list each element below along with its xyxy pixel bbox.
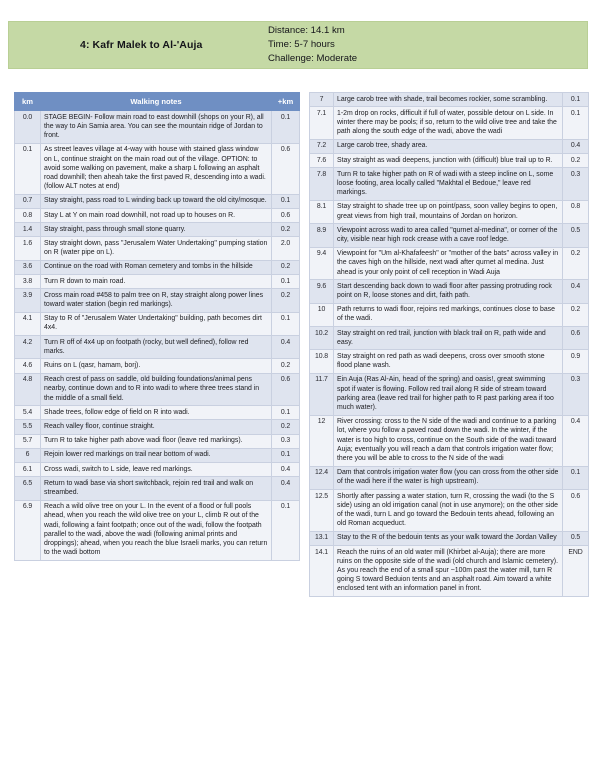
table-row [15,194,300,208]
cell-delta-km: 0.5 [563,531,589,545]
table-row [310,546,589,597]
cell-walking-note: Stay straight to shade tree up on point/pass, soon valley begins to open, great views from high trail, mountains of Jordan on horizon. [334,200,563,223]
cell-walking-note: Large carob tree with shade, trail becomes rockier, some scrambling. [334,93,563,107]
cell-km: 3.9 [15,289,41,312]
cell-delta-km: 0.2 [272,260,300,274]
walking-notes-column-left [14,92,300,561]
table-row [310,200,589,223]
cell-delta-km: 0.5 [563,224,589,247]
cell-km: 7 [310,93,334,107]
cell-delta-km: 0.1 [272,275,300,289]
cell-km: 4.6 [15,359,41,373]
cell-walking-note: Stay straight, pass road to L winding back up toward the old city/mosque. [41,194,272,208]
stage-time: Time: 5-7 hours [268,39,335,50]
table-row [15,336,300,359]
cell-km: 11.7 [310,373,334,415]
stage-title-banner [8,21,588,69]
cell-delta-km: 0.3 [563,168,589,201]
cell-km: 14.1 [310,546,334,597]
table-row [15,143,300,194]
cell-delta-km: 0.1 [563,466,589,489]
cell-km: 4.1 [15,312,41,335]
table-row [15,223,300,237]
cell-delta-km: 0.1 [272,111,300,144]
cell-delta-km: 0.8 [563,200,589,223]
cell-walking-note: Viewpoint across wadi to area called "qurnet al-medina", or corner of the city, visible near high rock crease with a cave roof ledge. [334,224,563,247]
walking-notes-table-left [14,92,300,561]
page-title: 4: Kafr Malek to Al-'Auja [80,39,203,51]
cell-delta-km: 0.2 [563,303,589,326]
table-row [15,463,300,477]
cell-delta-km: 0.1 [272,194,300,208]
cell-km: 12 [310,415,334,466]
cell-walking-note: Shade trees, follow edge of field on R into wadi. [41,406,272,420]
column-header-km: km [15,93,41,111]
table-row [310,139,589,153]
table-row [15,312,300,335]
cell-km: 6.5 [15,477,41,500]
cell-walking-note: Reach crest of pass on saddle, old building foundations/animal pens nearby, continue down and to R into wadi to where three trees stand in the middle of a small field. [41,373,272,406]
table-row [15,209,300,223]
cell-delta-km: 0.4 [563,139,589,153]
cell-walking-note: STAGE BEGIN- Follow main road to east downhill (shops on your R), all the way to Ain Samia area. You can see the mountain ridge of Jordan to front. [41,111,272,144]
cell-delta-km: 0.4 [272,477,300,500]
cell-km: 12.5 [310,490,334,532]
table-row [310,373,589,415]
cell-walking-note: Turn R down to main road. [41,275,272,289]
table-header-row [15,93,300,111]
cell-km: 6 [15,448,41,462]
walking-notes-column-right [309,92,589,597]
cell-delta-km: 0.6 [563,327,589,350]
table-row [310,247,589,280]
cell-km: 13.1 [310,531,334,545]
table-row [310,415,589,466]
cell-km: 7.6 [310,154,334,168]
cell-delta-km: 0.2 [272,359,300,373]
cell-delta-km: 0.1 [272,448,300,462]
cell-km: 5.7 [15,434,41,448]
cell-walking-note: Turn R off of 4x4 up on footpath (rocky, but well defined), follow red marks. [41,336,272,359]
table-row [310,93,589,107]
table-row [310,280,589,303]
cell-delta-km: 0.2 [272,420,300,434]
cell-walking-note: Reach valley floor, continue straight. [41,420,272,434]
cell-walking-note: Shortly after passing a water station, turn R, crossing the wadi (to the S side) using an old irrigation canal (not in use anymore); on the other side of the wadi, turn L and go toward the Bedouin tents ahead, following an old Roman acqueduct. [334,490,563,532]
cell-walking-note: Ruins on L (qasr, hamam, borj). [41,359,272,373]
cell-delta-km: 0.1 [563,93,589,107]
table-row [15,289,300,312]
cell-walking-note: Cross main road #458 to palm tree on R, stay straight along power lines toward water station (begin red markings). [41,289,272,312]
cell-walking-note: Start descending back down to wadi floor after passing protruding rock point on R, loose stones and dirt, faith path. [334,280,563,303]
cell-delta-km: 0.1 [272,500,300,560]
cell-walking-note: Stay straight on red path as wadi deepens, cross over smooth stone flood plane wash. [334,350,563,373]
cell-km: 12.4 [310,466,334,489]
cell-delta-km: 2.0 [272,237,300,260]
cell-delta-km: 0.6 [563,490,589,532]
cell-km: 9.6 [310,280,334,303]
cell-walking-note: Reach a wild olive tree on your L. In the event of a flood or full pools ahead, when you reach the wild olive tree on your L, climb R out of the wadi, following a faint footpath; once out of the wadi, follow the footpath parallel to the wadi, above the wadi (following animal prints and droppings); ahead, when you reach the blue Israeli marks, you can return to the wadi bottom [41,500,272,560]
cell-km: 1.6 [15,237,41,260]
cell-km: 4.2 [15,336,41,359]
column-header-notes: Walking notes [41,93,272,111]
table-row [310,490,589,532]
cell-walking-note: Continue on the road with Roman cemetery and tombs in the hillside [41,260,272,274]
table-row [15,434,300,448]
column-header-dkm: +km [272,93,300,111]
stage-challenge: Challenge: Moderate [268,53,358,64]
cell-walking-note: Stay straight, pass through small stone quarry. [41,223,272,237]
cell-walking-note: Stay to R of "Jerusalem Water Undertaking" building, path becomes dirt 4x4. [41,312,272,335]
table-row [15,359,300,373]
cell-walking-note: Dam that controls irrigation water flow (you can cross from the other side of the wadi here if the water is high upstream). [334,466,563,489]
table-row [310,107,589,140]
cell-walking-note: Rejoin lower red markings on trail near bottom of wadi. [41,448,272,462]
cell-delta-km: 0.2 [272,223,300,237]
cell-km: 3.8 [15,275,41,289]
cell-walking-note: Turn R to take higher path above wadi floor (leave red markings). [41,434,272,448]
cell-km: 8.1 [310,200,334,223]
cell-delta-km: 0.3 [272,434,300,448]
cell-delta-km: 0.1 [272,312,300,335]
cell-delta-km: 0.2 [563,154,589,168]
cell-delta-km: 0.4 [563,280,589,303]
cell-delta-km: END [563,546,589,597]
cell-walking-note: Ein Auja (Ras Al-Ain, head of the spring) and oasis!, great swimming spot if water is flowing. Follow red trail along R side of stream toward parking area (leave red trail for higher path to R past parking area if too much water). [334,373,563,415]
table-row [310,224,589,247]
cell-walking-note: 1-2m drop on rocks, difficult if full of water, possible detour on L side. In winter there may be pools; if so, return to the wild olive tree and take the path along the south edge of the wadi, above the wadi [334,107,563,140]
cell-delta-km: 0.6 [272,373,300,406]
cell-delta-km: 0.6 [272,143,300,194]
cell-km: 7.8 [310,168,334,201]
table-header [15,93,300,111]
table-row [15,406,300,420]
table-row [15,373,300,406]
cell-km: 0.7 [15,194,41,208]
cell-walking-note: Return to wadi base via short switchback, rejoin red trail and walk on streambed. [41,477,272,500]
table-body-left [15,111,300,561]
cell-delta-km: 0.6 [272,209,300,223]
cell-km: 4.8 [15,373,41,406]
cell-km: 5.4 [15,406,41,420]
cell-walking-note: Stay to the R of the bedouin tents as your walk toward the Jordan Valley [334,531,563,545]
cell-km: 8.9 [310,224,334,247]
table-row [310,154,589,168]
table-row [310,327,589,350]
cell-km: 7.1 [310,107,334,140]
walking-notes-columns [0,92,600,597]
table-row [15,448,300,462]
cell-delta-km: 0.9 [563,350,589,373]
table-row [15,111,300,144]
cell-km: 0.8 [15,209,41,223]
cell-walking-note: Viewpoint for "Um al-Khafafeesh" or "mother of the bats" across valley in the caves high on the hillside, next wadi after qurnet al medina. Just ahead is your only point of cell reception in Wadi Auja [334,247,563,280]
walking-notes-table-right [309,92,589,597]
cell-km: 10.2 [310,327,334,350]
cell-delta-km: 0.4 [563,415,589,466]
table-row [15,477,300,500]
cell-km: 6.1 [15,463,41,477]
cell-km: 9.4 [310,247,334,280]
cell-delta-km: 0.4 [272,463,300,477]
cell-km: 3.6 [15,260,41,274]
cell-km: 6.9 [15,500,41,560]
cell-walking-note: As street leaves village at 4-way with house with stained glass window on L, continue straight on the main road out of the village. OPTION: to avoid some walking on pavement, make a sharp L following an asphalt road downhill; then aheah take the first paved R, descending into a wadi. (follow ALT notes at end) [41,143,272,194]
cell-walking-note: Path returns to wadi floor, rejoins red markings, continues close to base of the wadi. [334,303,563,326]
cell-km: 5.5 [15,420,41,434]
cell-km: 0.1 [15,143,41,194]
table-row [15,260,300,274]
stage-summary [268,24,357,66]
cell-km: 10 [310,303,334,326]
stage-distance: Distance: 14.1 km [268,25,345,36]
table-row [310,168,589,201]
cell-delta-km: 0.2 [563,247,589,280]
cell-delta-km: 0.1 [272,406,300,420]
table-row [310,531,589,545]
cell-walking-note: Turn R to take higher path on R of wadi with a steep incline on L, some loose footing, area locally called "Makhtal el Bedoue," leave red markings. [334,168,563,201]
cell-km: 10.8 [310,350,334,373]
table-row [310,303,589,326]
table-row [310,466,589,489]
table-row [15,420,300,434]
cell-walking-note: Cross wadi, switch to L side, leave red markings. [41,463,272,477]
cell-delta-km: 0.3 [563,373,589,415]
cell-walking-note: Stay straight as wadi deepens, junction with (difficult) blue trail up to R. [334,154,563,168]
cell-km: 1.4 [15,223,41,237]
cell-delta-km: 0.1 [563,107,589,140]
cell-delta-km: 0.2 [272,289,300,312]
cell-walking-note: Reach the ruins of an old water mill (Khirbet al-Auja); there are more ruins on the opposite side of the wadi (old church and Islamic cemetery). As you reach the end of a small spur ~100m past the water mill, turn R going S toward Beduion tents and an asphalt road. Aim toward a white enclosed tent with an information panel in front. [334,546,563,597]
cell-walking-note: River crossing: cross to the N side of the wadi and continue to a parking lot, where you follow a paved road down the wadi. In the winter, if the water is too high to cross, continue on the South side of the wadi toward Auja; eventually you will reach a dam that controls irrigation water flow; there you will be able to cross to the N side of the wadi [334,415,563,466]
cell-walking-note: Large carob tree, shady area. [334,139,563,153]
cell-km: 7.2 [310,139,334,153]
table-body-right [310,93,589,597]
table-row [310,350,589,373]
table-row [15,500,300,560]
table-row [15,275,300,289]
cell-walking-note: Stay L at Y on main road downhill, not road up to houses on R. [41,209,272,223]
cell-walking-note: Stay straight on red trail, junction with black trail on R, path wide and easy. [334,327,563,350]
cell-walking-note: Stay straight down, pass "Jerusalem Water Undertaking" pumping station on R (water pipe on L). [41,237,272,260]
cell-km: 0.0 [15,111,41,144]
cell-delta-km: 0.4 [272,336,300,359]
table-row [15,237,300,260]
